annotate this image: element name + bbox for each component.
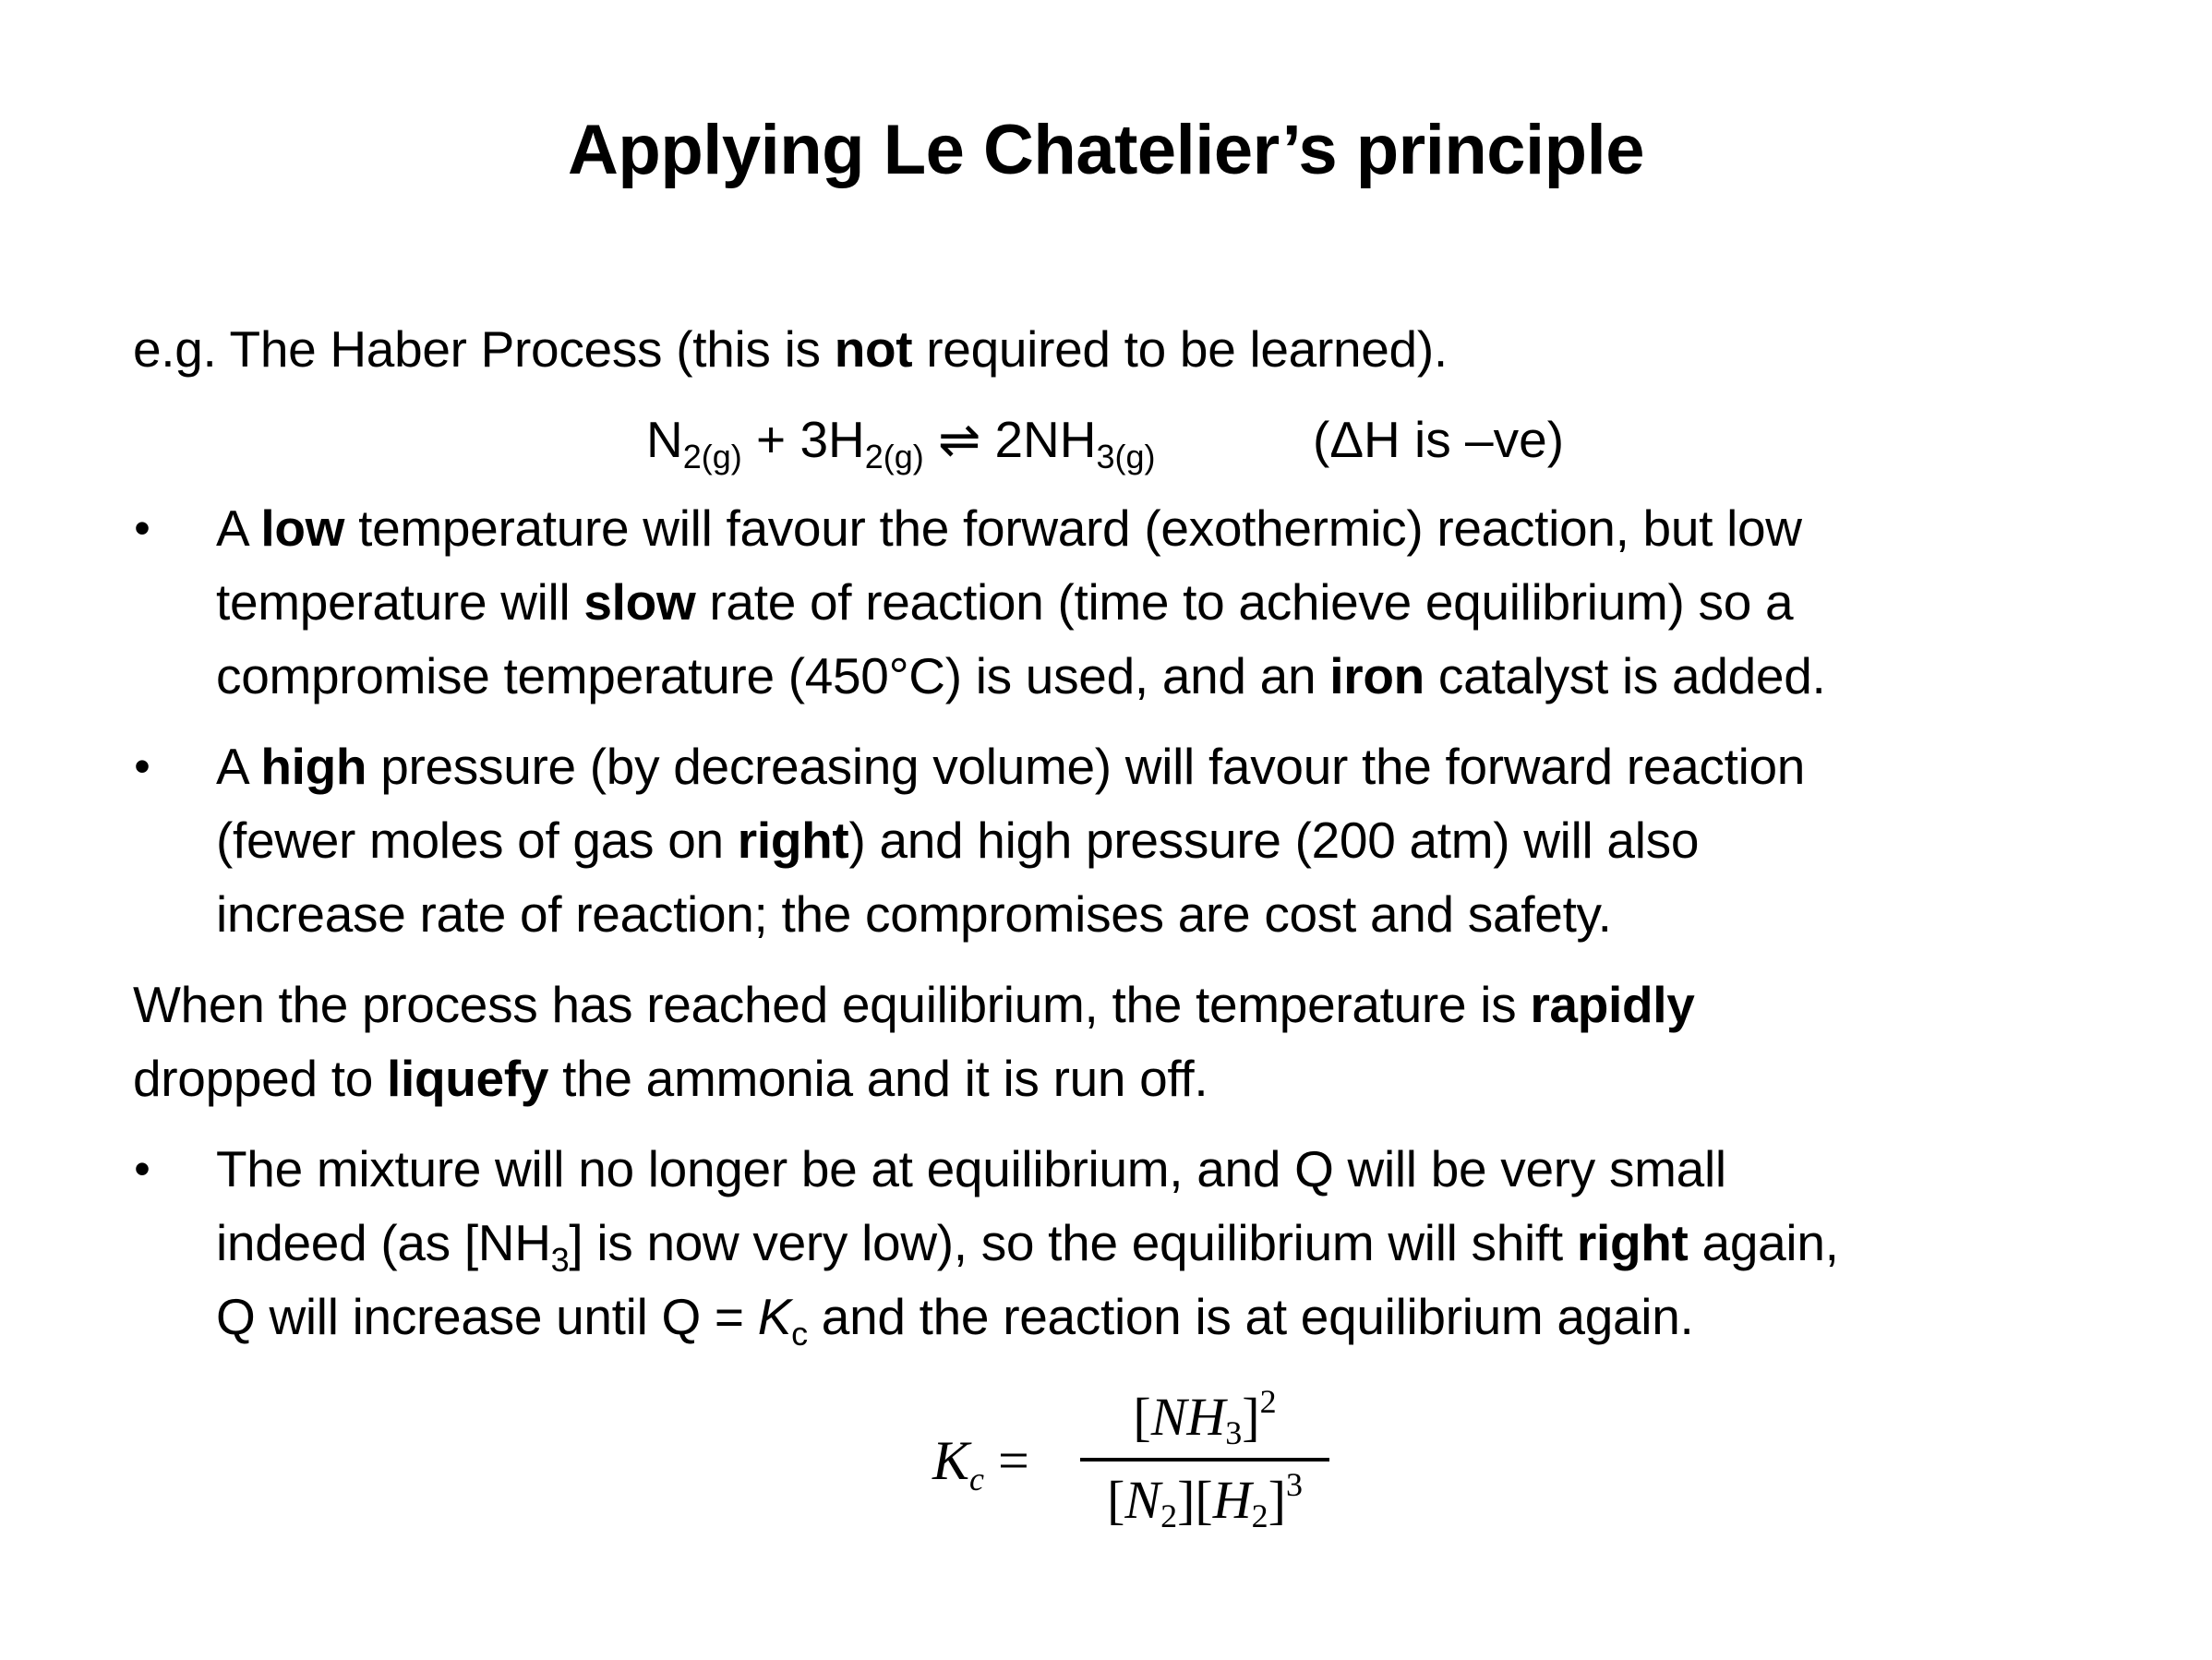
subscript: 2 [1251,1498,1268,1534]
superscript: 2 [1259,1383,1277,1420]
subscript: 2 [1160,1498,1178,1534]
intro-prefix: e.g. The Haber Process (this is [133,320,835,378]
bold-text: right [737,812,849,869]
superscript: 3 [1285,1466,1303,1503]
text: catalyst is added. [1424,647,1826,704]
intro-bold: not [834,320,913,378]
bullet-1-line-3 [216,639,1825,713]
kc-denominator [1080,1468,1329,1533]
eq-n2-sub: 2(g) [682,438,742,475]
bold-text: right [1576,1214,1689,1271]
equals-sign: = [984,1430,1029,1491]
bracket: ] [1268,1470,1286,1530]
text: ) and high pressure (200 atm) will also [848,812,1700,869]
text: (fewer moles of gas on [216,812,738,869]
bullet-2-line-1 [216,729,1805,803]
denominator-species-h: H [1212,1470,1252,1530]
eq-nh3: 2NH [994,411,1097,468]
fraction-bar [1080,1458,1329,1462]
text: indeed (as [NH [216,1214,551,1271]
eq-h2-sub: 2(g) [864,438,924,475]
bracket: ][ [1177,1470,1213,1530]
eq-plus-h2: + 3H [741,411,865,468]
bullet-3-line-1: The mixture will no longer be at equilibrium, and Q will be very small [216,1140,1726,1197]
text: temperature will [216,573,584,631]
text: the ammonia and it is run off. [548,1050,1208,1107]
text: rate of reaction (time to achieve equilibrium) so a [695,573,1794,631]
text: Q will increase until Q = [216,1288,758,1345]
bullet-3-line-2 [216,1206,1839,1280]
bold-text: rapidly [1530,976,1695,1033]
eq-n2: N [646,411,683,468]
denominator-species-n: N [1124,1470,1161,1530]
slide-title: Applying Le Chatelier’s principle [568,111,1644,189]
intro-line [133,312,1448,386]
bullet-2-line-2 [216,803,1699,877]
numerator-species: NH [1150,1387,1226,1447]
intro-suffix: required to be learned). [912,320,1448,378]
bold-text: high [260,738,367,795]
text: A [216,738,261,795]
subscript: 3 [1225,1414,1243,1451]
kc-formula [932,1376,1339,1542]
text: ] is now very low), so the equilibrium will shift [569,1214,1577,1271]
bullet-2-dot: • [134,740,150,792]
bullet-3-line-3 [216,1280,1693,1353]
para-line-2 [133,1041,1208,1115]
bullet-3-dot: • [134,1143,150,1195]
text: again, [1688,1214,1839,1271]
bracket: [ [1107,1470,1125,1530]
para-line-1 [133,968,1695,1041]
eq-nh3-sub: 3(g) [1096,438,1156,475]
text: A [216,499,261,557]
bold-text: iron [1329,647,1425,704]
text: pressure (by decreasing volume) will favour the forward reaction [367,738,1806,795]
bullet-2-line-3: increase rate of reaction; the compromises are cost and safety. [216,885,1612,943]
text: and the reaction is at equilibrium again. [807,1288,1694,1345]
kc-sub: c [969,1461,985,1498]
bullet-1-line-1 [216,491,1802,565]
kc-fraction [1080,1376,1329,1542]
kc-k: K [932,1430,970,1491]
bracket: ] [1242,1387,1260,1447]
bullet-1-dot: • [134,502,150,554]
bold-text: low [260,499,345,557]
bullet-1-line-2 [216,565,1793,639]
kc-symbol: K [757,1288,792,1345]
kc-numerator [1080,1385,1329,1449]
text: dropped to [133,1050,387,1107]
bracket: [ [1133,1387,1151,1447]
text: When the process has reached equilibrium, the temperature is [133,976,1531,1033]
delta-h-note: (ΔH is –ve) [1313,411,1565,468]
haber-equation [646,403,1156,476]
text: compromise temperature (450°C) is used, and an [216,647,1330,704]
subscript: c [791,1315,808,1353]
bold-text: slow [583,573,696,631]
equilibrium-arrow: ⇌ [923,411,995,468]
kc-lhs [932,1424,1029,1498]
bold-text: liquefy [386,1050,549,1107]
subscript: 3 [550,1241,570,1279]
text: temperature will favour the forward (exothermic) reaction, but low [344,499,1802,557]
